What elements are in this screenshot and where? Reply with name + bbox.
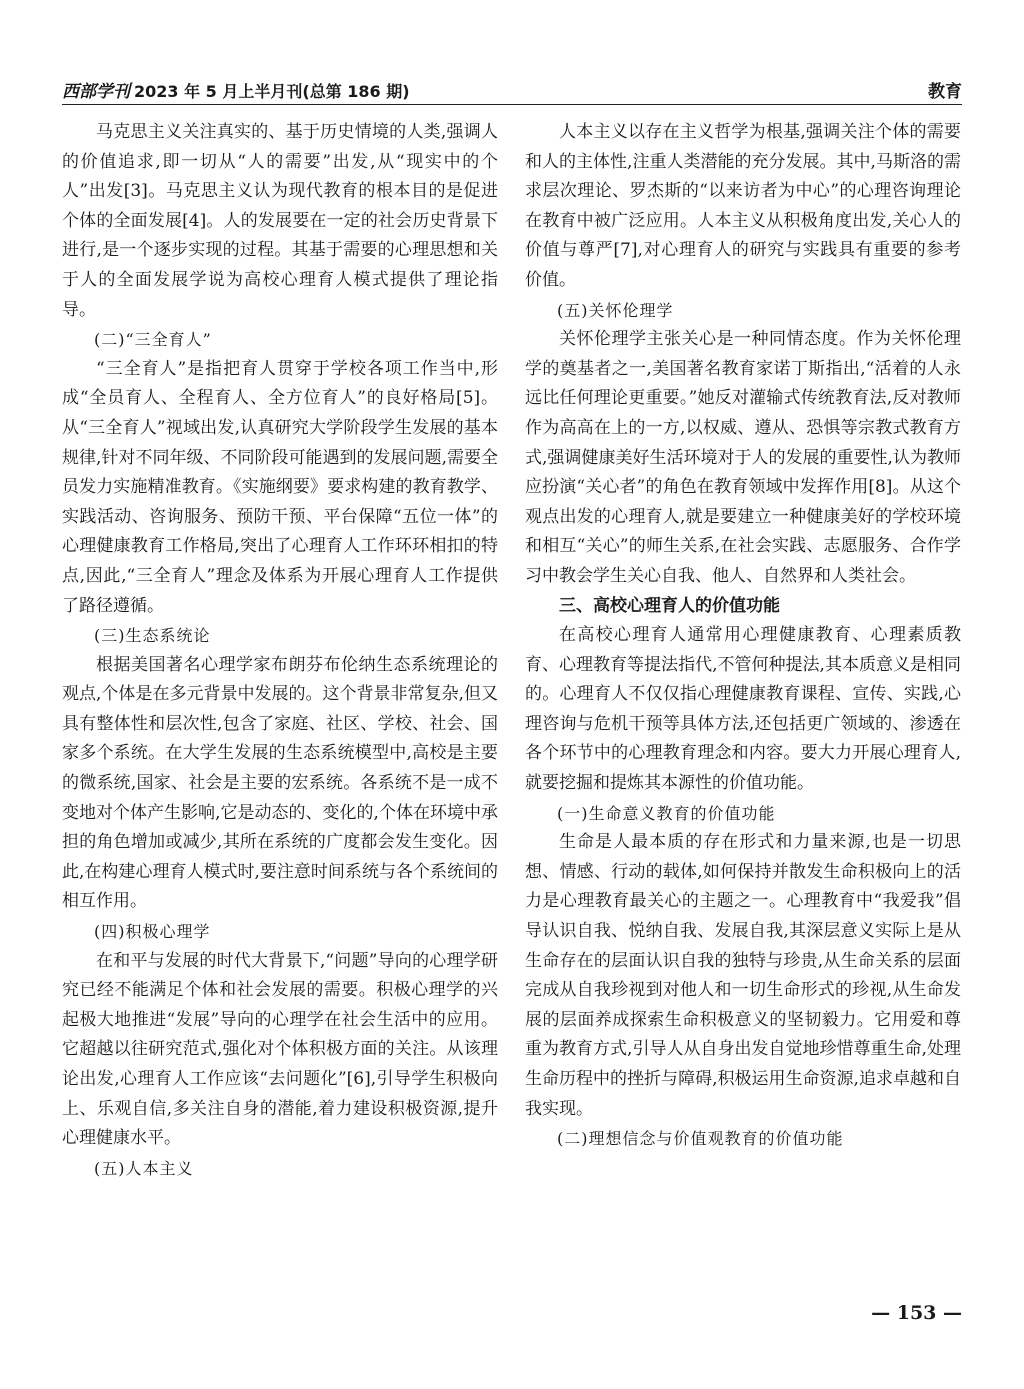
subsection-heading: (一)生命意义教育的价值功能 bbox=[557, 803, 776, 823]
running-header bbox=[62, 76, 962, 102]
issue-info: 2023 年 5 月上半月刊(总第 186 期) bbox=[134, 82, 410, 101]
journal-name: 西部学刊 bbox=[62, 82, 130, 102]
subsection-heading: (五)人本主义 bbox=[94, 1158, 194, 1178]
header-left bbox=[62, 77, 410, 102]
paragraph: “三全育人”是指把育人贯穿于学校各项工作当中,形成“全员育人、全程育人、全方位育人”的良好格局[5]。从“三全育人”视域出发,认真研究大学阶段学生发展的基本规律,针对不同年级、不同阶段可能遇到的发展问题,需要全员发力实施精准教育。《实施纲要》要求构建的教育教学、实践活动、咨询服务、预防干预、平台保障“五位一体”的心理健康教育工作格局,突出了心理育人工作环环相扣的特点,因此,“三全育人”理念及体系为开展心理育人工作提供了路径遵循。 bbox=[62, 358, 498, 616]
header-rule bbox=[62, 104, 962, 105]
paragraph: 马克思主义关注真实的、基于历史情境的人类,强调人的价值追求,即一切从“人的需要”出发,从“现实中的个人”出发[3]。马克思主义认为现代教育的根本目的是促进个体的全面发展[4]。人的发展要在一定的社会历史背景下进行,是一个逐步实现的过程。其基于需要的心理思想和关于人的全面发展学说为高校心理育人模式提供了理论指导。 bbox=[62, 122, 498, 320]
page-number: — 153 — bbox=[871, 1302, 962, 1324]
paragraph: 根据美国著名心理学家布朗芬布伦纳生态系统理论的观点,个体是在多元背景中发展的。这个背景非常复杂,但又具有整体性和层次性,包含了家庭、社区、学校、社会、国家多个系统。在大学生发展的生态系统模型中,高校是主要的微系统,国家、社会是主要的宏系统。各系统不是一成不变地对个体产生影响,它是动态的、变化的,个体在环境中承担的角色增加或减少,其所在系统的广度都会发生变化。因此,在构建心理育人模式时,要注意时间系统与各个系统间的相互作用。 bbox=[62, 654, 498, 912]
subsection-heading: (三)生态系统论 bbox=[94, 626, 211, 646]
paragraph: 关怀伦理学主张关心是一种同情态度。作为关怀伦理学的奠基者之一,美国著名教育家诺丁斯指出,“活着的人永远比任何理论更重要。”她反对灌输式传统教育法,反对教师作为高高在上的一方,以权威、遵从、恐惧等宗教式教育方式,强调健康美好生活环境对于人的发展的重要性,认为教师应扮演“关心者”的角色在教育领域中发挥作用[8]。从这个观点出发的心理育人,就是要建立一种健康美好的学校环境和相互“关心”的师生关系,在社会实践、志愿服务、合作学习中教会学生关心自我、他人、自然界和人类社会。 bbox=[525, 329, 961, 586]
subsection-heading: (五)关怀伦理学 bbox=[557, 300, 674, 320]
paragraph: 在和平与发展的时代大背景下,“问题”导向的心理学研究已经不能满足个体和社会发展的需要。积极心理学的兴起极大地推进“发展”导向的心理学在社会生活中的应用。它超越以往研究范式,强化对个体积极方面的关注。从该理论出发,心理育人工作应该“去问题化”[6],引导学生积极向上、乐观自信,多关注自身的潜能,着力建设积极资源,提升心理健康水平。 bbox=[62, 950, 498, 1149]
paragraph: 人本主义以存在主义哲学为根基,强调关注个体的需要和人的主体性,注重人类潜能的充分发展。其中,马斯洛的需求层次理论、罗杰斯的“以来访者为中心”的心理咨询理论在教育中被广泛应用。人本主义从积极角度出发,关心人的价值与尊严[7],对心理育人的研究与实践具有重要的参考价值。 bbox=[525, 122, 961, 290]
left-column bbox=[62, 118, 498, 1183]
right-column bbox=[525, 118, 961, 1154]
subsection-heading: (二)“三全育人” bbox=[94, 330, 212, 350]
section-name: 教育 bbox=[928, 82, 962, 102]
subsection-heading: (四)积极心理学 bbox=[94, 922, 211, 942]
paragraph: 在高校心理育人通常用心理健康教育、心理素质教育、心理教育等提法指代,不管何种提法,其本质意义是相同的。心理育人不仅仅指心理健康教育课程、宣传、实践,心理咨询与危机干预等具体方法,还包括更广领域的、渗透在各个环节中的心理教育理念和内容。要大力开展心理育人,就要挖掘和提炼其本源性的价值功能。 bbox=[525, 625, 961, 794]
section-heading: 三、高校心理育人的价值功能 bbox=[559, 595, 780, 616]
paragraph: 生命是人最本质的存在形式和力量来源,也是一切思想、情感、行动的载体,如何保持并散发生命积极向上的活力是心理教育最关心的主题之一。心理教育中“我爱我”倡导认识自我、悦纳自我、发展自我,其深层意义实际上是从生命存在的层面认识自我的独特与珍贵,从生命关系的层面完成从自我珍视到对他人和一切生命形式的珍视,从生命发展的层面养成探索生命积极意义的坚韧毅力。它用爱和尊重为教育方式,引导人从自身出发自觉地珍惜尊重生命,处理生命历程中的挫折与障碍,积极运用生命资源,追求卓越和自我实现。 bbox=[525, 832, 961, 1119]
subsection-heading: (二)理想信念与价值观教育的价值功能 bbox=[557, 1129, 844, 1149]
